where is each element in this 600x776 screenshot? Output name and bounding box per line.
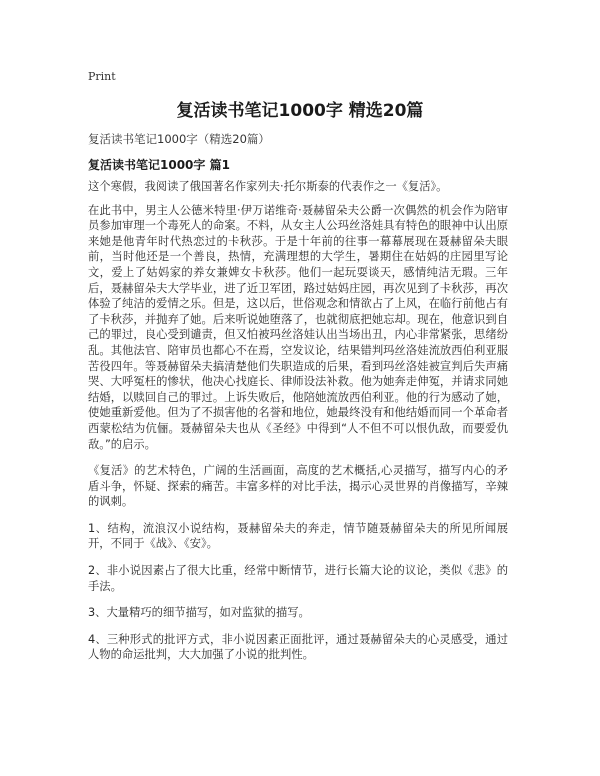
paragraph: 2、非小说因素占了很大比重，经常中断情节，进行长篇大论的议论，类似《悲》的手法。 [88,564,508,593]
page-title: 复活读书笔记1000字 精选20篇 [176,101,424,121]
section-heading: 复活读书笔记1000字 篇1 [88,158,230,172]
paragraph: 《复活》的艺术特色，广阔的生活画面，高度的艺术概括,心灵描写，描写内心的矛盾斗争，怀疑、探索的痛苦。丰富多样的对比手法，揭示心灵世界的肖像描写，辛辣的讽刺。 [88,464,508,509]
document-body [88,131,508,663]
print-link[interactable]: Print [88,70,116,83]
paragraph: 4、三种形式的批评方式，非小说因素正面批评，通过聂赫留朵夫的心灵感受，通过人物的命运批判，大大加强了小说的批判性。 [88,632,508,662]
paragraph: 1、结构，流浪汉小说结构，聂赫留朵夫的奔走，情节随聂赫留朵夫的所见所闻展开，不同于《战》、《安》。 [88,521,508,551]
paragraph: 在此书中，男主人公德米特里·伊万诺维奇·聂赫留朵夫公爵一次偶然的机会作为陪审员参加审理一个毒死人的命案。不料，从女主人公玛丝洛娃具有特色的眼神中认出原来她是他青年时代热恋过的卡秋莎。于是十年前的往事一幕幕展现在聂赫留朵夫眼前，当时他还是一个善良，热情，充满理想的大学生，暑期住在姑妈的庄园里写论文，爱上了姑妈家的养女兼婢女卡秋莎。他们一起玩耍谈天，感情纯洁无瑕。三年后，聂赫留朵夫大学毕业，进了近卫军团，路过姑妈庄园，再次见到了卡秋莎，再次体验了纯洁的爱情之乐。但是，这以后，世俗观念和情欲占了上风，在临行前他占有了卡秋莎，并抛弃了她。后来听说她堕落了，也就彻底把她忘却。现在，他意识到自己的罪过，良心受到谴责，但又怕被玛丝洛娃认出当场出丑，内心非常紧张，思绪纷乱。其他法官、陪审员也都心不在焉，空发议论，结果错判玛丝洛娃流放西伯利亚服苦役四年。等聂赫留朵夫搞清楚他们失职造成的后果，看到玛丝洛娃被宣判后失声痛哭、大呼冤枉的惨状，他决心找庭长、律师设法补救。他为她奔走伸冤，并请求同她结婚，以赎回自己的罪过。上诉失败后，他陪她流放西伯利亚。他的行为感动了她，使她重新爱他。但为了不损害他的名誉和地位，她最终没有和他结婚而同一个革命者西蒙松结为伉俪。聂赫留朵夫也从《圣经》中得到“人不但不可以恨仇敌，而要爱仇敌。”的启示。 [88,203,508,451]
paragraph: 3、大量精巧的细节描写，如对监狱的描写。 [88,606,310,620]
document-subtitle: 复活读书笔记1000字（精选20篇） [88,132,270,146]
paragraph: 这个寒假，我阅读了俄国著名作家列夫·托尔斯泰的代表作之一《复活》。 [88,180,448,193]
